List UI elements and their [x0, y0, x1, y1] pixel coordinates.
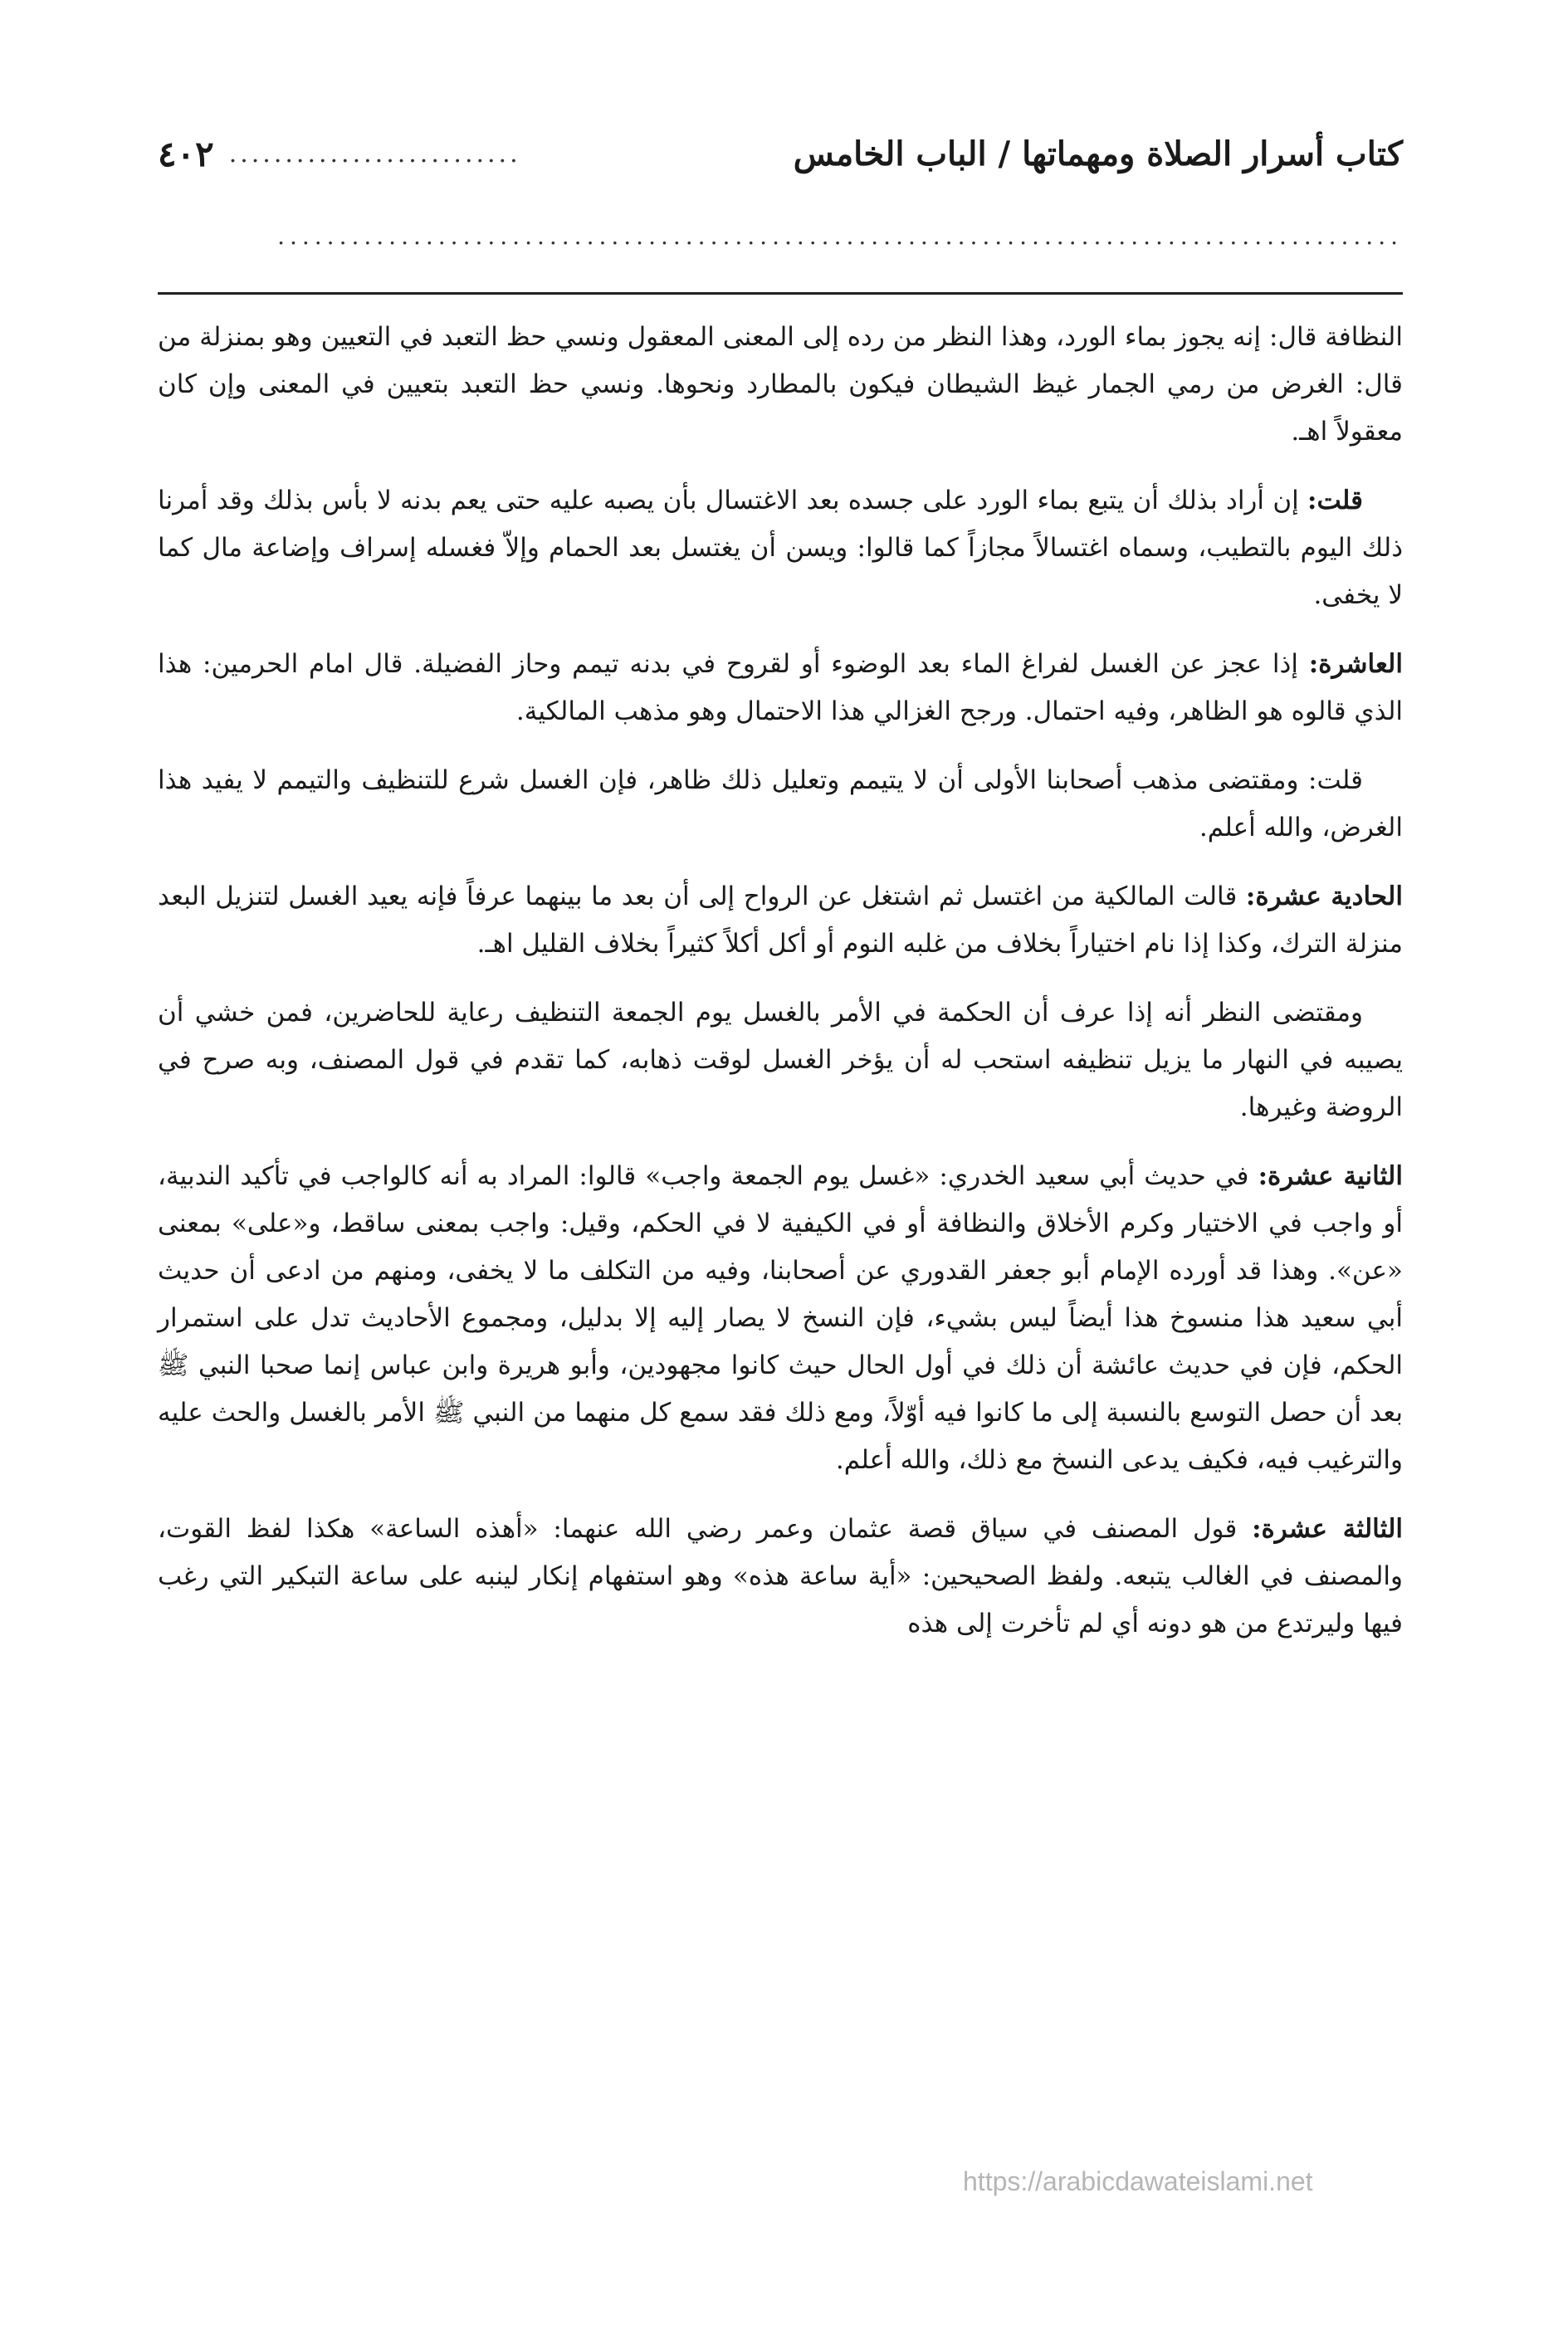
- paragraph-eleventh: [158, 873, 1403, 968]
- watermark-url: https://arabicdawateislami.net: [963, 2166, 1313, 2196]
- paragraph-text: قول المصنف في سياق قصة عثمان وعمر رضي الله عنهما: «أهذه الساعة» هكذا لفظ القوت، والمصنف في الغالب يتبعه. ولفظ الصحيحين: «أية ساعة هذه» وهو استفهام إنكار لينبه على ساعة التبكير التي رغب فيها وليرتدع من هو دونه أي لم تأخرت إلى هذه: [158, 1514, 1403, 1638]
- paragraph-text: إذا عجز عن الغسل لفراغ الماء بعد الوضوء أو لقروح في بدنه تيمم وحاز الفضيلة. قال امام الحرمين: هذا الذي قالوه هو الظاهر، وفيه احتمال. ورجح الغزالي هذا الاحتمال وهو مذهب المالكية.: [158, 649, 1403, 726]
- paragraph-lead: الثالثة عشرة:: [1252, 1514, 1404, 1544]
- paragraph-thirteenth: [158, 1506, 1403, 1648]
- paragraph-lead: قلت:: [1307, 486, 1363, 515]
- header-rule: [158, 292, 1403, 295]
- paragraph-lead: الثانية عشرة:: [1258, 1161, 1403, 1191]
- paragraph-twelfth: [158, 1153, 1403, 1484]
- page-body: [158, 314, 1403, 1669]
- paragraph-text: قالت المالكية من اغتسل ثم اشتغل عن الرواح إلى أن بعد ما بينهما عرفاً فإنه يعيد الغسل لتنزيل البعد منزلة الترك، وكذا إذا نام اختياراً بخلاف من غلبه النوم أو أكل أكلاً كثيراً بخلاف القليل اهـ.: [158, 881, 1403, 959]
- paragraph-lead: العاشرة:: [1308, 649, 1403, 679]
- book-page: [158, 0, 1403, 2344]
- paragraph-tenth: [158, 641, 1403, 735]
- header-number-group: [158, 134, 521, 174]
- page-number: ٤٠٢: [158, 133, 214, 174]
- page-header: [158, 125, 1403, 183]
- paragraph-lead: الحادية عشرة:: [1245, 881, 1403, 911]
- paragraph-qult-1: [158, 477, 1403, 619]
- paragraph-continuation: [158, 314, 1403, 456]
- paragraph-text: إن أراد بذلك أن يتبع بماء الورد على جسده بعد الاغتسال بأن يصبه عليه حتى يعم بدنه لا بأس بذلك وقد أمرنا ذلك اليوم بالتطيب، وسماه اغتسالاً مجازاً كما قالوا: ويسن أن يغتسل بعد الحمام وإلاّ فغسله إسراف وإضاعة مال كما لا يخفى.: [158, 486, 1403, 610]
- paragraph-qult-2: [158, 757, 1403, 852]
- header-dot-leader: ..........................: [228, 139, 521, 168]
- paragraph-text: قلت: ومقتضى مذهب أصحابنا الأولى أن لا يتيمم وتعليل ذلك ظاهر، فإن الغسل شرع للتنظيف والتيمم لا يفيد هذا الغرض، والله أعلم.: [158, 765, 1403, 842]
- paragraph-text: ومقتضى النظر أنه إذا عرف أن الحكمة في الأمر بالغسل يوم الجمعة التنظيف رعاية للحاضرين، فمن خشي أن يصيبه في النهار ما يزيل تنظيفه استحب له أن يؤخر الغسل لوقت ذهابه، كما تقدم في قول المصنف، وبه صرح في الروضة وغيرها.: [158, 998, 1403, 1122]
- running-title: كتاب أسرار الصلاة ومهماتها / الباب الخامس: [793, 134, 1403, 173]
- paragraph-text: النظافة قال: إنه يجوز بماء الورد، وهذا النظر من رده إلى المعنى المعقول ونسي حظ التعبد في التعيين وهو بمنزلة من قال: الغرض من رمي الجمار غيظ الشيطان فيكون بالمطارد ونحوها. ونسي حظ التعبد بتعيين في المعنى وإن كان معقولاً اهـ.: [158, 322, 1403, 447]
- header-dotted-line: ...........................................................................................: [277, 222, 1403, 250]
- paragraph-text: في حديث أبي سعيد الخدري: «غسل يوم الجمعة واجب» قالوا: المراد به أنه كالواجب في تأكيد الندبية، أو واجب في الاختيار وكرم الأخلاق والنظافة أو في الكيفية لا في الحكم، وقيل: واجب بمعنى ساقط، و«على» بمعنى «عن». وهذا قد أورده الإمام أبو جعفر القدوري عن أصحابنا، وفيه من التكلف ما لا يخفى، ومنهم من ادعى أن حديث أبي سعيد هذا منسوخ هذا أيضاً ليس بشيء، فإن النسخ لا يصار إليه إلا بدليل، ومجموع الأحاديث تدل على استمرار الحكم، فإن في حديث عائشة أن ذلك في أول الحال حيث كانوا مجهودين، وأبو هريرة وابن عباس إنما صحبا النبي ﷺ بعد أن حصل التوسع بالنسبة إلى ما كانوا فيه أوّلاً، ومع ذلك فقد سمع كل منهما من النبي ﷺ الأمر بالغسل والحث عليه والترغيب فيه، فكيف يدعى النسخ مع ذلك، والله أعلم.: [158, 1161, 1403, 1475]
- paragraph-comment: [158, 989, 1403, 1131]
